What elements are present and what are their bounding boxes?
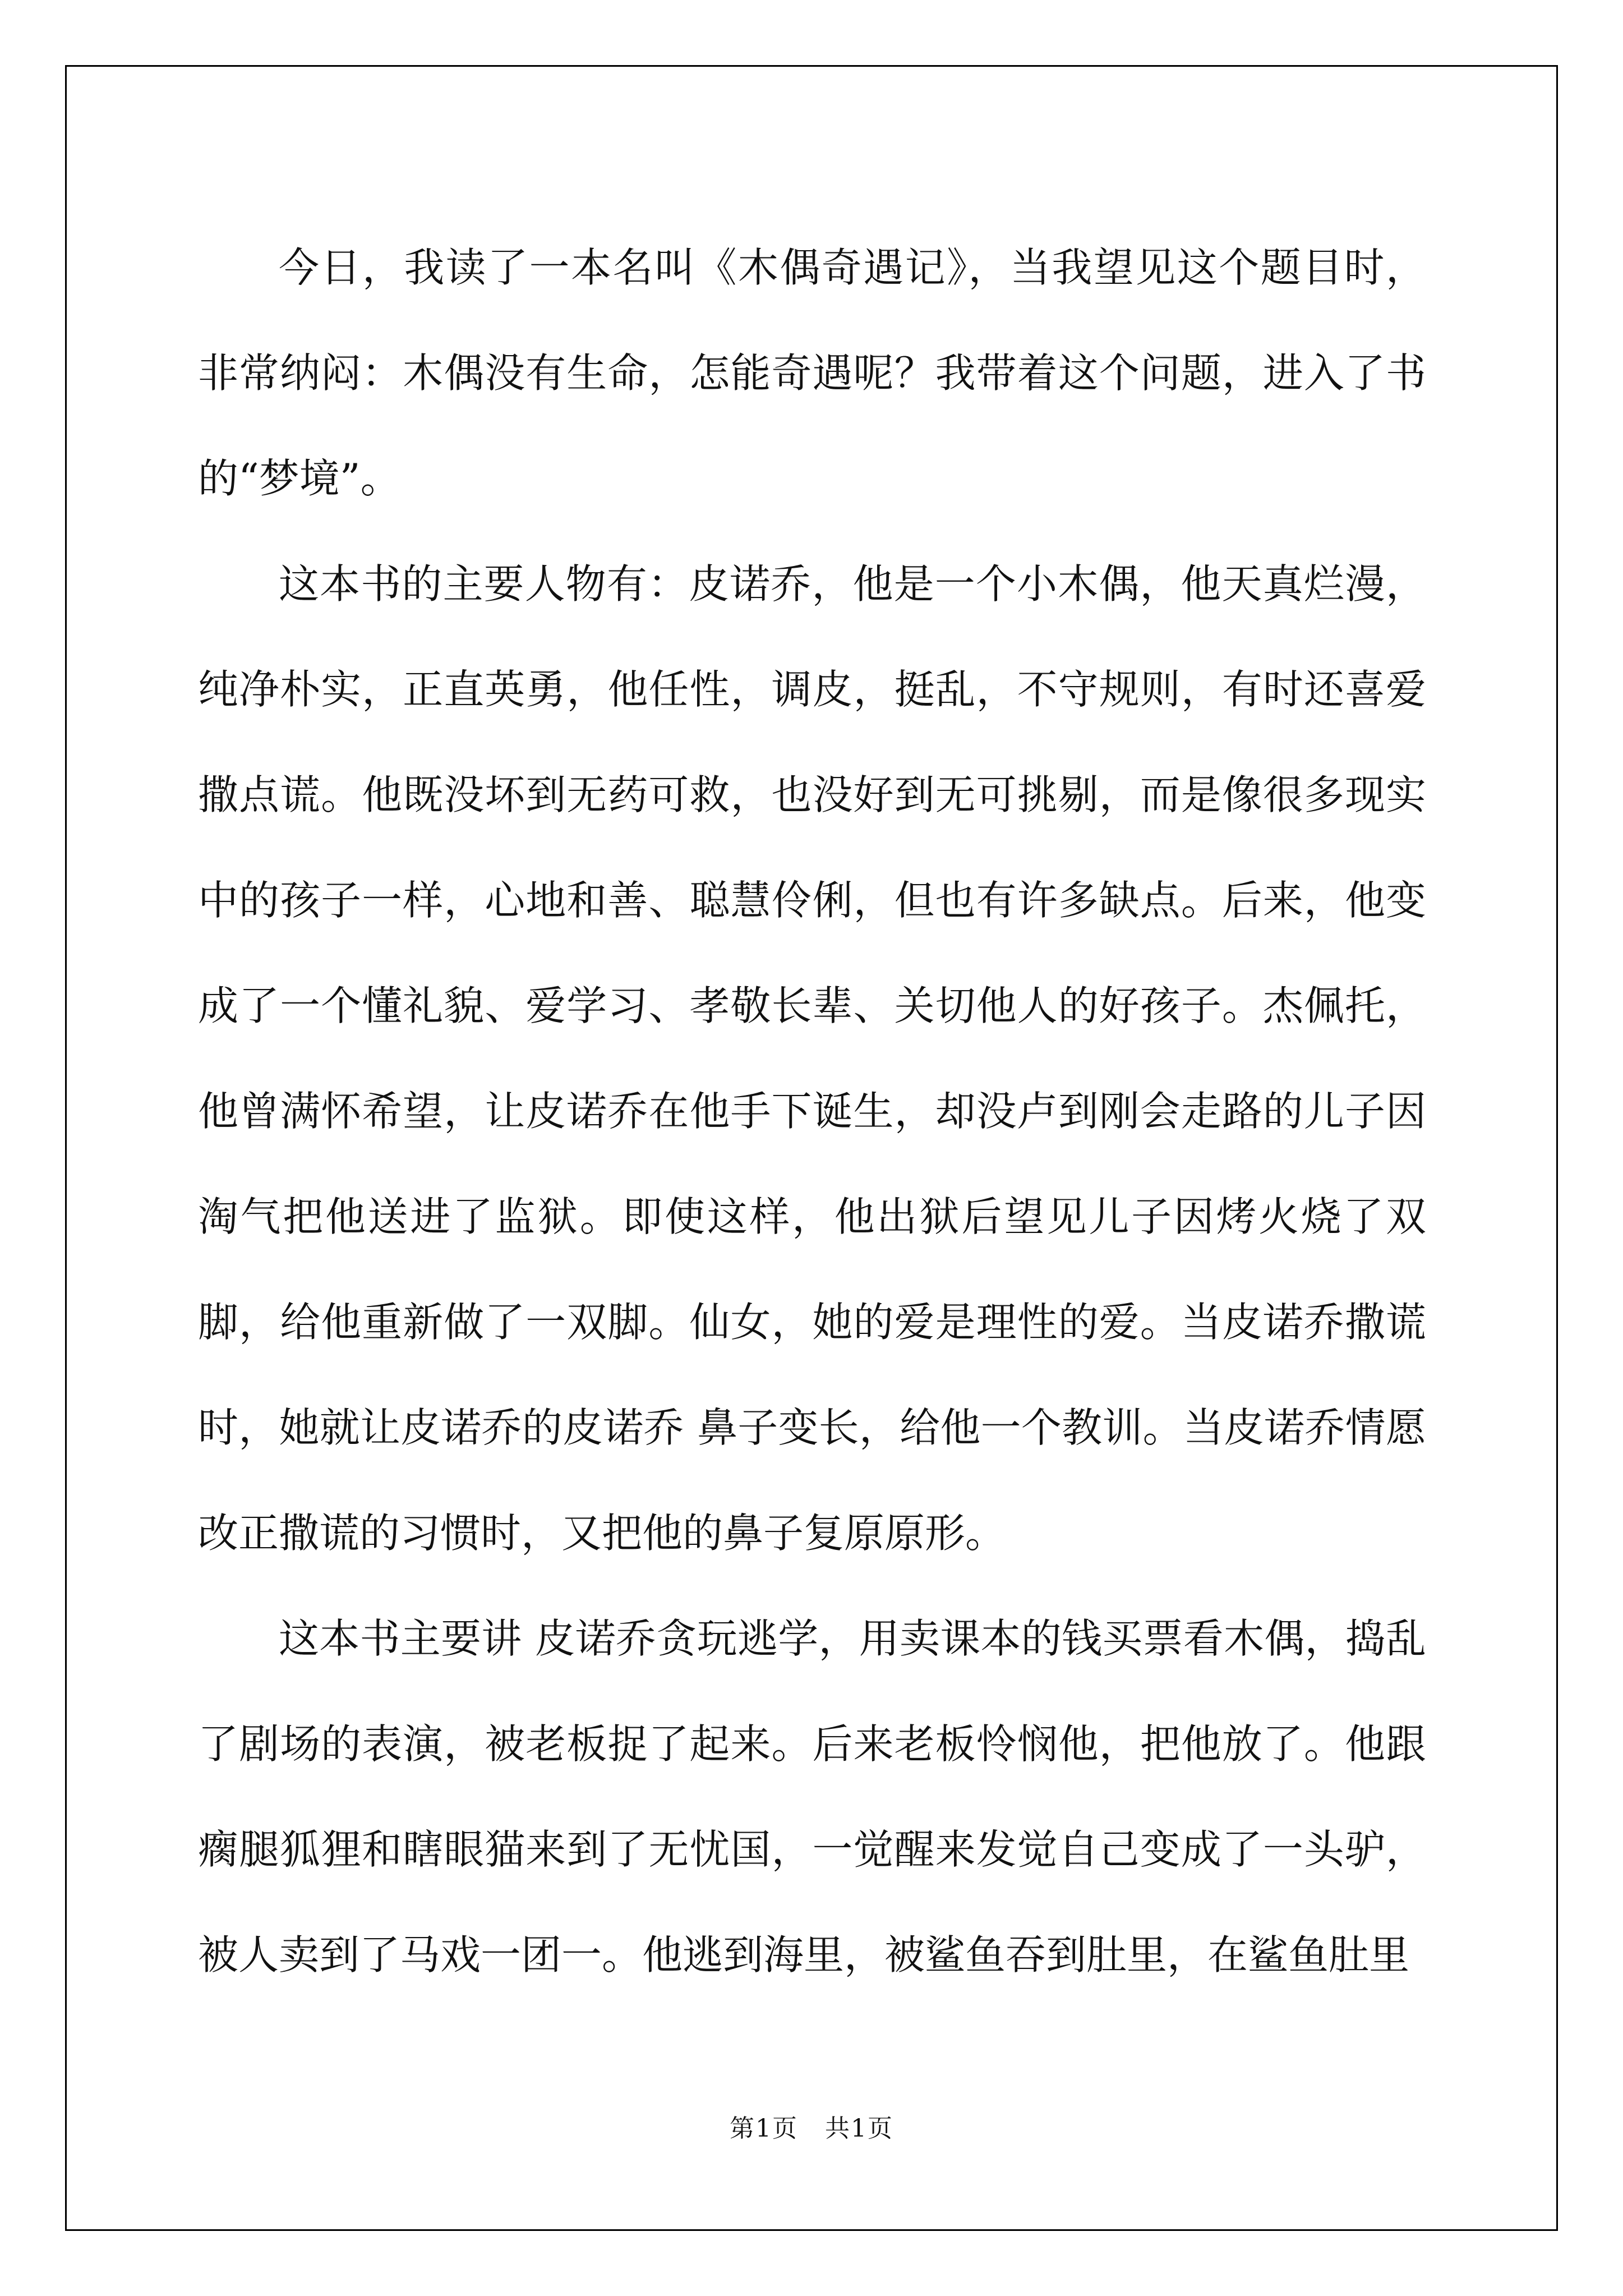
paragraph-3: 这本书主要讲 皮诺乔贪玩逃学，用卖课本的钱买票看木偶，捣乱了剧场的表演，被老板捉了起来。后来老板怜悯他，把他放了。他跟瘸腿狐狸和瞎眼猫来到了无忧国，一觉醒来发觉自己变成了一头驴，被人卖到了马戏一团一。他逃到海里，被鲨鱼吞到肚里，在鲨鱼肚里 [198,1615,1426,1978]
paragraph-2: 这本书的主要人物有：皮诺乔，他是一个小木偶，他天真烂漫，纯净朴实，正直英勇，他任性，调皮，挺乱，不守规则，有时还喜爱撒点谎。他既没坏到无药可救，也没好到无可挑剔，而是像很多现实中的孩子一样，心地和善、聪慧伶俐，但也有许多缺点。后来，他变成了一个懂礼貌、爱学习、孝敬长辈、关切他人的好孩子。杰佩托，他曾满怀希望，让皮诺乔在他手下诞生，却没卢到刚会走路的儿子因淘气把他送进了监狱。即使这样，他出狱后望见儿子因烤火烧了双脚，给他重新做了一双脚。仙女，她的爱是理性的爱。当皮诺乔撒谎时，她就让皮诺乔的皮诺乔 鼻子变长，给他一个教训。当皮诺乔情愿改正撒谎的习惯时，又把他的鼻子复原原形。 [198,560,1426,1557]
paragraph-1: 今日，我读了一本名叫《木偶奇遇记》，当我望见这个题目时，非常纳闷：木偶没有生命，怎能奇遇呢？我带着这个问题，进入了书的“梦境”。 [198,244,1426,502]
document-body [198,215,1426,2008]
page-footer: 第1页 共1页 [730,2114,893,2143]
